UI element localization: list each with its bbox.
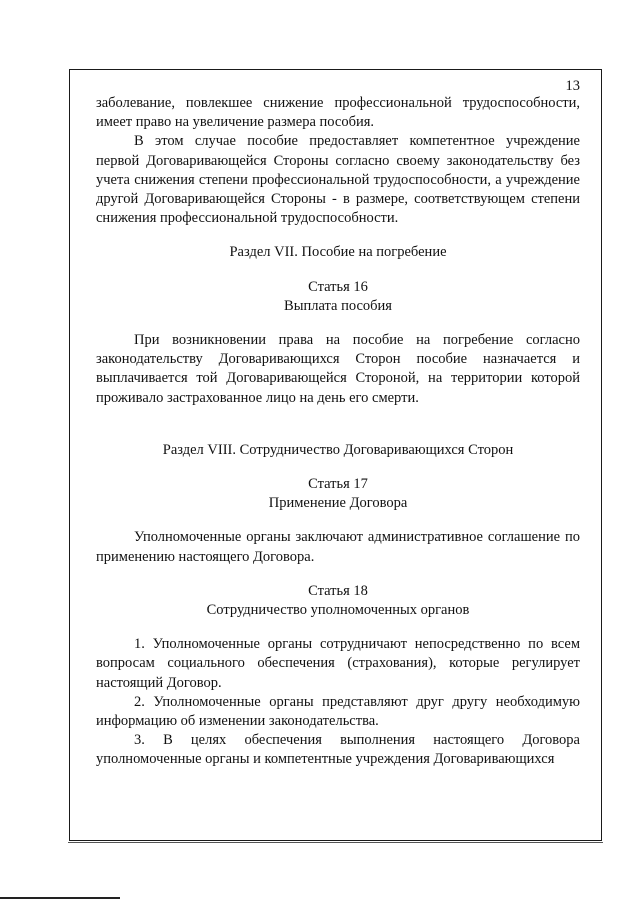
article-18-paragraph-1: 1. Уполномоченные органы сотрудничают непосредственно по всем вопросам социального обеспечения (страхования), которые регулирует настоящий Договор. xyxy=(96,636,580,691)
section-heading-vii: Раздел VII. Пособие на погребение xyxy=(229,244,447,261)
article-18-number: Статья 18 xyxy=(308,582,368,599)
article-17-number: Статья 17 xyxy=(308,476,368,493)
article-16-number: Статья 16 xyxy=(308,278,368,295)
article-16-paragraph: При возникновении права на пособие на погребение согласно законодательству Договаривающихся Сторон пособие назначается и выплачивается той Договаривающейся Стороной, на территории которой проживало застрахованное лицо на день его смерти. xyxy=(96,332,580,406)
article-18-paragraph-3: 3. В целях обеспечения выполнения настоящего Договора уполномоченные органы и компетентные учреждения Договаривающихся xyxy=(96,732,580,768)
page-number: 13 xyxy=(565,78,580,94)
section-heading-viii: Раздел VIII. Сотрудничество Договаривающихся Сторон xyxy=(162,441,514,458)
document-body xyxy=(96,94,580,770)
bottom-rule xyxy=(0,897,120,899)
article-17-title: Применение Договора xyxy=(268,495,408,512)
paragraph-continuation: заболевание, повлекшее снижение профессиональной трудоспособности, имеет право на увеличение размера пособия. xyxy=(96,95,580,131)
article-18-title: Сотрудничество уполномоченных органов xyxy=(206,602,470,619)
article-18-paragraph-2: 2. Уполномоченные органы представляют друг другу необходимую информацию об изменении законодательства. xyxy=(96,693,580,730)
paragraph-benefit-provision: В этом случае пособие предоставляет компетентное учреждение первой Договаривающейся Стороны согласно своему законодательству без учета снижения степени профессиональной трудоспособности, а учреждение другой Договаривающейся Стороны - в размере, соответствующем степени снижения профессиональной трудоспособности. xyxy=(96,133,580,227)
article-17-paragraph: Уполномоченные органы заключают административное соглашение по применению настоящего Договора. xyxy=(96,529,580,565)
article-16-title: Выплата пособия xyxy=(284,297,392,314)
